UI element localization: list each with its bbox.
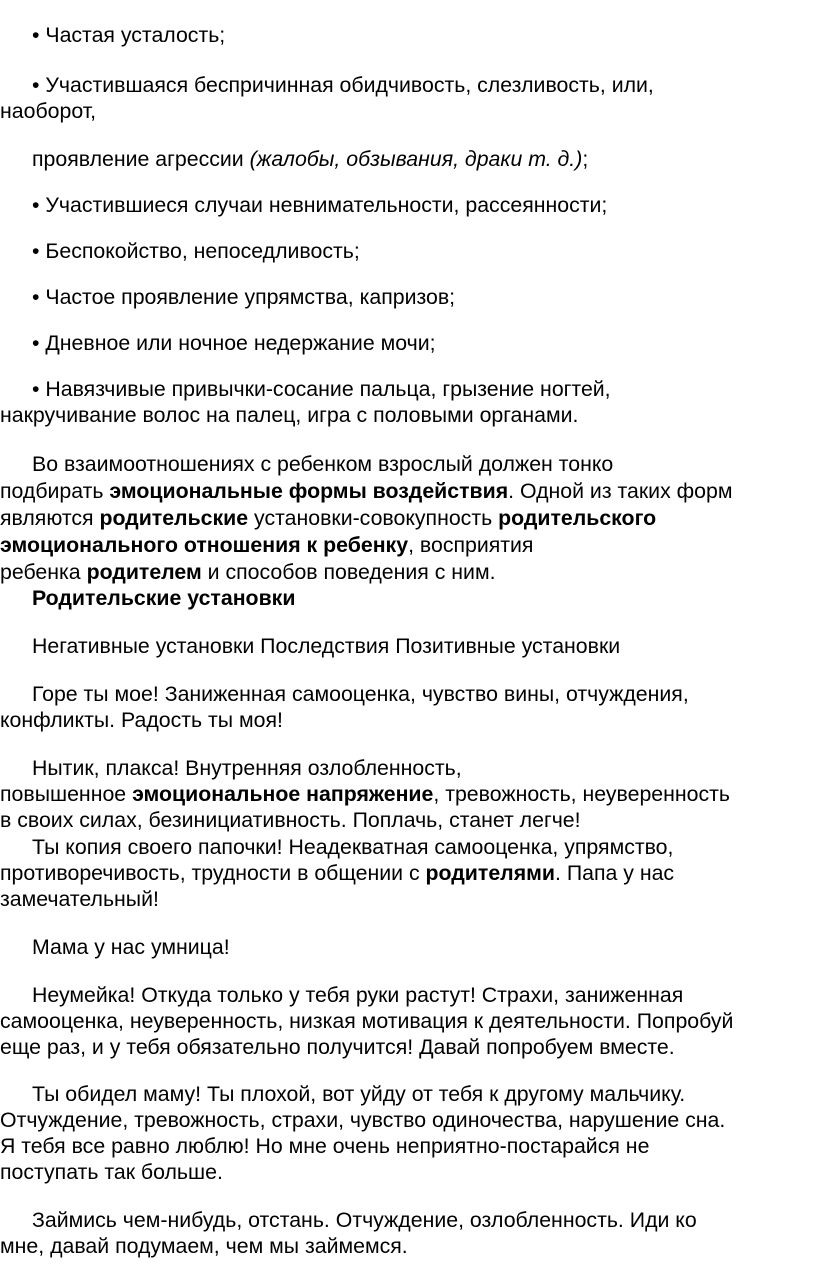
table-row: Займись чем-нибудь, отстань. Отчуждение, озлобленность. Иди ко [32, 1208, 697, 1232]
text-plain: являются [0, 506, 100, 530]
text-bold: родителями [425, 861, 555, 885]
text-plain: ; [582, 147, 589, 171]
list-item-continuation: наоборот, [0, 99, 97, 123]
text-plain: противоречивость, трудности в общении с [0, 861, 426, 885]
text-plain: . Одной из таких форм [508, 479, 733, 503]
list-item: • Участившаяся беспричинная обидчивость, слезливость, или, [32, 73, 654, 97]
table-row-continuation: поступать так больше. [0, 1160, 223, 1184]
list-item: • Частое проявление упрямства, капризов; [32, 285, 456, 309]
text-bold: эмоциональное напряжение [132, 782, 434, 806]
list-item-continuation: накручивание волос на палец, игра с половыми органами. [0, 403, 579, 427]
paragraph-line [0, 478, 733, 504]
text-plain: , восприятия [408, 533, 534, 557]
table-row-continuation [0, 781, 730, 807]
paragraph-line [0, 559, 496, 585]
list-item: • Дневное или ночное недержание мочи; [32, 331, 436, 355]
table-row: Горе ты мое! Заниженная самооценка, чувство вины, отчуждения, [32, 682, 689, 706]
text-italic: (жалобы, обзывания, драки т. д.) [249, 147, 583, 171]
text-plain: и способов поведения с ним. [201, 560, 496, 584]
list-item: • Участившиеся случаи невнимательности, рассеянности; [32, 193, 608, 217]
list-item: • Частая усталость; [32, 23, 226, 47]
table-row-continuation: самооценка, неуверенность, низкая мотивация к деятельности. Попробуй [0, 1009, 734, 1033]
table-row: Неумейка! Откуда только у тебя руки растут! Страхи, заниженная [32, 983, 684, 1007]
table-row: Нытик, плакса! Внутренняя озлобленность, [32, 756, 462, 780]
text-plain: . Папа у нас [554, 861, 675, 885]
text-bold: родителем [86, 560, 202, 584]
table-row-continuation: в своих силах, безинициативность. Поплачь, станет легче! [0, 808, 581, 832]
text-plain: подбирать [0, 479, 110, 503]
paragraph-line [0, 532, 533, 558]
text-bold: родительские [99, 506, 249, 530]
table-row-continuation: Я тебя все равно люблю! Но мне очень неприятно-постарайся не [0, 1134, 650, 1158]
table-row: Ты копия своего папочки! Неадекватная самооценка, упрямство, [32, 835, 674, 859]
text-plain: ребенка [0, 560, 87, 584]
paragraph-line: Во взаимоотношениях с ребенком взрослый должен тонко [32, 452, 614, 476]
table-row-continuation [0, 860, 674, 886]
table-row: Ты обидел маму! Ты плохой, вот уйду от тебя к другому мальчику. [32, 1082, 686, 1106]
list-item: • Беспокойство, непоседливость; [32, 239, 360, 263]
list-item: • Навязчивые привычки-сосание пальца, грызение ногтей, [32, 377, 611, 401]
text-plain: проявление агрессии [32, 147, 250, 171]
table-row-continuation: конфликты. Радость ты моя! [0, 708, 283, 732]
table-header: Негативные установки Последствия Позитивные установки [32, 634, 621, 658]
table-row-continuation: еще раз, и у тебя обязательно получится! Давай попробуем вместе. [0, 1035, 675, 1059]
table-row-continuation: замечательный! [0, 887, 159, 911]
text-bold: родительского [498, 506, 657, 530]
table-row-continuation: мне, давай подумаем, чем мы займемся. [0, 1234, 408, 1258]
table-row: Мама у нас умница! [32, 935, 230, 959]
text-bold: эмоционального отношения к ребенку [0, 533, 409, 557]
paragraph-line [0, 505, 656, 531]
section-title: Родительские установки [32, 586, 296, 610]
text-bold: эмоциональные формы воздействия [109, 479, 509, 503]
text-plain: , тревожность, неуверенность [433, 782, 731, 806]
text-plain: повышенное [0, 782, 133, 806]
text-plain: установки-совокупность [248, 506, 499, 530]
list-item-continuation [32, 146, 588, 172]
table-row-continuation: Отчуждение, тревожность, страхи, чувство одиночества, нарушение сна. [0, 1108, 726, 1132]
